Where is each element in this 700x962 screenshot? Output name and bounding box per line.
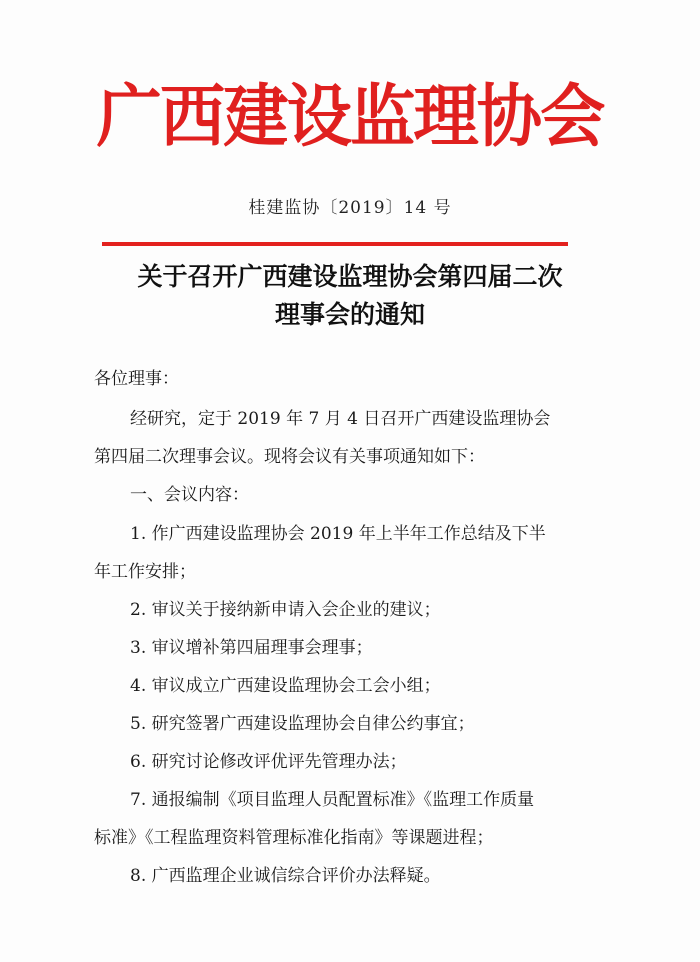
intro-paragraph-line-1: 经研究，定于 2019 年 7 月 4 日召开广西建设监理协会	[130, 409, 551, 429]
notice-title	[90, 258, 610, 334]
notice-title-line-1: 关于召开广西建设监理协会第四届二次	[137, 262, 563, 291]
agenda-item-7-line-2: 标准》《工程监理资料管理标准化指南》等课题进程；	[94, 828, 494, 848]
salutation: 各位理事：	[94, 369, 179, 389]
agenda-item-5: 5. 研究签署广西建设监理协会自律公约事宜；	[130, 714, 475, 734]
agenda-item-1-line-2: 年工作安排；	[94, 562, 196, 582]
document-number: 桂建监协〔2019〕14 号	[248, 198, 452, 218]
notice-title-line-2: 理事会的通知	[274, 300, 425, 329]
agenda-item-7-line-1: 7. 通报编制《项目监理人员配置标准》《监理工作质量	[130, 790, 535, 810]
agenda-item-6: 6. 研究讨论修改评优评先管理办法；	[130, 752, 407, 772]
agenda-item-1-line-1: 1. 作广西建设监理协会 2019 年上半年工作总结及下半	[130, 524, 546, 544]
intro-paragraph-line-2: 第四届二次理事会议。现将会议有关事项通知如下：	[94, 447, 485, 467]
agenda-item-3: 3. 审议增补第四届理事会理事；	[130, 638, 373, 658]
agenda-item-8: 8. 广西监理企业诚信综合评价办法释疑。	[130, 866, 441, 886]
organization-header: 广西建设监理协会	[96, 77, 604, 157]
red-divider-rule	[102, 242, 568, 246]
agenda-item-4: 4. 审议成立广西建设监理协会工会小组；	[130, 676, 441, 696]
section-heading-meeting-content: 一、会议内容：	[130, 485, 249, 505]
agenda-item-2: 2. 审议关于接纳新申请入会企业的建议；	[130, 600, 441, 620]
